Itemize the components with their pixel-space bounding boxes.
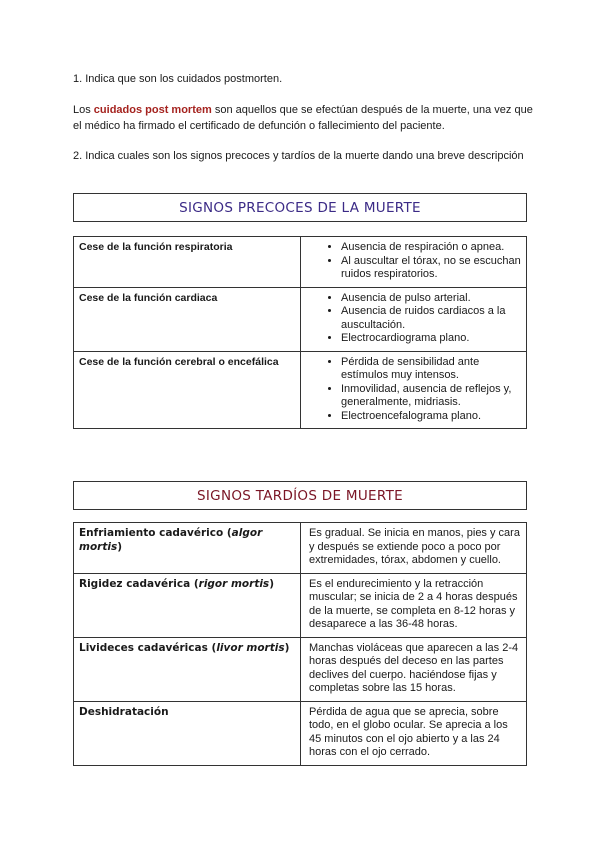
table-row xyxy=(74,701,527,765)
list-item: • Ausencia de respiración o apnea. xyxy=(341,241,521,255)
sign-label: Cese de la función cerebral o encefálica xyxy=(74,351,301,429)
list-item: • Pérdida de sensibilidad ante estímulos muy intensos. xyxy=(341,356,521,383)
sign-description: Pérdida de agua que se aprecia, sobre todo, en el globo ocular. Se aprecia a los 45 minutos con el ojo abierto y a las 24 horas con el ojo cerrado. xyxy=(301,701,527,765)
sign-description: Es gradual. Se inicia en manos, pies y cara y después se extiende poco a poco por extremidades, tórax, abdomen y cuello. xyxy=(301,523,527,574)
answer-1-prefix: Los xyxy=(73,104,94,116)
sign-description: Es el endurecimiento y la retracción muscular; se inicia de 2 a 4 horas después de la muerte, se completa en 8-12 horas y desaparece a las 36-48 horas. xyxy=(301,573,527,637)
answer-1-highlight: cuidados post mortem xyxy=(93,104,212,116)
sign-label: Livideces cadavéricas (livor mortis) xyxy=(74,637,301,701)
sign-label: Rigidez cadavérica (rigor mortis) xyxy=(74,573,301,637)
table-row xyxy=(74,637,527,701)
table-row xyxy=(74,351,527,429)
latin-term: rigor mortis xyxy=(198,577,270,590)
sign-label: Enfriamiento cadavérico (algor mortis) xyxy=(74,523,301,574)
sign-name: Enfriamiento cadavérico xyxy=(79,527,224,539)
table-row xyxy=(74,287,527,351)
table-row xyxy=(74,523,527,574)
latin-term: algor mortis xyxy=(79,527,263,553)
sign-description xyxy=(301,287,527,351)
sign-name: Livideces cadavéricas xyxy=(79,641,208,654)
sign-name: Deshidratación xyxy=(79,705,169,718)
sign-label xyxy=(74,701,301,765)
answer-1 xyxy=(73,102,533,134)
tardios-title: SIGNOS TARDÍOS DE MUERTE xyxy=(73,481,527,510)
list-item: • Al auscultar el tórax, no se escuchan ruidos respiratorios. xyxy=(341,255,521,282)
sign-description: Manchas violáceas que aparecen a las 2-4 horas después del deceso en las partes declives del cuerpo. haciéndose fijas y completas sobre las 15 horas. xyxy=(301,637,527,701)
latin-term: livor mortis xyxy=(216,641,285,654)
sign-description xyxy=(301,237,527,288)
list-item: • Inmovilidad, ausencia de reflejos y, generalmente, midriasis. xyxy=(341,383,521,410)
table-row xyxy=(74,573,527,637)
tardios-table xyxy=(73,522,527,766)
precoces-table xyxy=(73,236,527,429)
list-item: • Ausencia de pulso arterial. xyxy=(341,292,521,306)
question-1: 1. Indica que son los cuidados postmorten. xyxy=(73,73,283,85)
sign-label: Cese de la función cardiaca xyxy=(74,287,301,351)
precoces-title: SIGNOS PRECOCES DE LA MUERTE xyxy=(73,193,527,222)
sign-label: Cese de la función respiratoria xyxy=(74,237,301,288)
list-item: • Electrocardiograma plano. xyxy=(341,332,521,346)
list-item: • Electroencefalograma plano. xyxy=(341,410,521,424)
sign-name: Rigidez cadavérica xyxy=(79,577,191,590)
sign-description xyxy=(301,351,527,429)
table-row xyxy=(74,237,527,288)
list-item: • Ausencia de ruidos cardiacos a la auscultación. xyxy=(341,305,521,332)
question-2: 2. Indica cuales son los signos precoces y tardíos de la muerte dando una breve descripción xyxy=(73,150,524,162)
answer-1-text: son aquellos que se efectúan después de la muerte, una vez que el médico ha firmado el certificado de defunción o fallecimiento del paciente. xyxy=(73,104,533,132)
